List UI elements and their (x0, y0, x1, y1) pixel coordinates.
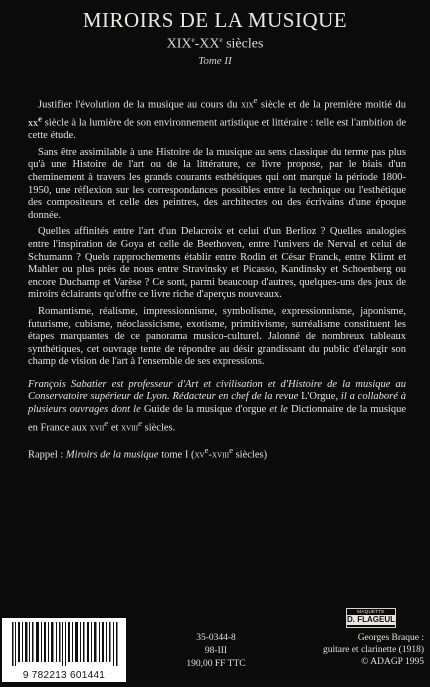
cover-credits (323, 632, 424, 668)
price-codes (176, 632, 256, 671)
subtitle-part: siècles (222, 36, 264, 52)
maquette-logo (346, 608, 396, 628)
code-line: 35-0344-8 (196, 633, 236, 643)
tome-label: Tome II (198, 54, 232, 67)
paragraph-questions: Quelles affinités entre l'art d'un Delacroix et celui d'un Berlioz ? Quelles analogies entre l'inspiration de Goya et celle de Beethoven, entre l'univers de Nerval et celui de Schumann ? Quels rapprochements établir entre Rodin et César Franck, entre Klimt et Mahler ou plus près de nous entre Stravinsky et Picasso, Kandinsky et Schoenberg ou encore Duchamp et Varèse ? Ce sont, parmi beaucoup d'autres, quelques-uns des jeux de miroirs éclairants qu'offre ce livre riche d'aperçus nouveaux. (28, 226, 406, 301)
paragraph-concept: Sans être assimilable à une Histoire de la musique au sens classique du terme pas plus qu'à une Histoire de l'art ou de la littérature, ce livre propose, par le biais d'un cheminement à travers les grands courants esthétiques qui ont marqué la période 1800-1950, une réflexion sur les correspondances possibles entre la technique ou l'esthétique des compositeurs et celle des peintres, des architectes ou des écrivains d'une époque donnée. (28, 146, 406, 221)
superscript: e (38, 113, 43, 124)
superscript: e (229, 444, 233, 455)
century-numeral: xx (28, 117, 39, 129)
superscript: e (204, 444, 209, 455)
text-run: , il a collaboré à plusieurs ouvrages dont le (28, 391, 407, 416)
barcode (2, 618, 126, 682)
credit-line: guitare et clarinette (1918) (322, 645, 424, 655)
subtitle-sup: e (219, 36, 223, 44)
code-line: 98-III (204, 646, 228, 656)
subtitle-part: XIX (166, 36, 192, 52)
credit-line: Georges Braque : (357, 633, 424, 643)
barcode-bars-icon (10, 622, 118, 666)
superscript: e (104, 417, 109, 428)
text-run: et le (266, 404, 291, 416)
text-run: tome I ( (158, 449, 195, 461)
century-numeral: xv (194, 449, 205, 461)
subtitle-sup: e (191, 36, 195, 44)
century-numeral: xviii (211, 449, 230, 461)
logo-top: MAQUETTE (357, 609, 385, 614)
superscript: e (253, 95, 258, 105)
credit-line: © ADAGP 1995 (361, 657, 424, 667)
rappel-note (28, 444, 406, 462)
text-run: Dictionnaire de la musique en France aux (28, 404, 407, 434)
text-run: siècle et de la première moitié du (257, 99, 407, 111)
header (0, 8, 430, 69)
text-run: et (108, 422, 122, 434)
barcode-number: 9 782213 601441 (22, 670, 106, 681)
text-run: Rappel : (28, 449, 66, 461)
paragraph-intro (28, 94, 406, 143)
text-run: François Sabatier est professeur d'Art et civilisation et d'Histoire de la musique au Conservatoire supérieur de Lyon. Rédacteur en chef de la revue (28, 378, 406, 403)
subtitle-part: -XX (194, 36, 220, 52)
text-run: - (208, 449, 212, 461)
text-run: Guide de la musique d'orgue (143, 404, 267, 416)
superscript: e (138, 417, 143, 428)
text-run: Justifier l'évolution de la musique au cours du (38, 99, 242, 111)
text-run: Miroirs de la musique (65, 449, 159, 461)
logo-bottom: D. FLAGEUL (347, 615, 395, 624)
century-numeral: xix (241, 99, 254, 111)
author-bio (28, 379, 406, 435)
century-numeral: xvii (89, 422, 105, 434)
century-numeral: xviii (121, 422, 139, 434)
text-run: siècles) (232, 449, 268, 461)
book-title: MIROIRS DE LA MUSIQUE (82, 8, 348, 32)
price-line: 190,00 FF TTC (186, 659, 246, 669)
text-run: L'Orgue (301, 391, 336, 403)
book-subtitle (0, 32, 430, 53)
blurb (28, 94, 406, 466)
paragraph-movements: Romantisme, réalisme, impressionnisme, symbolisme, expressionnisme, japonisme, futurisme, cubisme, néoclassicisme, exotisme, primitivisme, surréalisme constituent les étapes marquantes de ce panorama musico-culturel. Jalonné de nombreux tableaux synthétiques, cet ouvrage tente de répondre au désir grandissant du public d'élargir son champ de vision de l'art à l'ensemble de ses expressions. (28, 305, 406, 368)
text-run: siècles. (142, 422, 176, 434)
text-run: siècle à la lumière de son environnement artistique et littéraire : telle est l'ambition de cette étude. (28, 117, 406, 142)
